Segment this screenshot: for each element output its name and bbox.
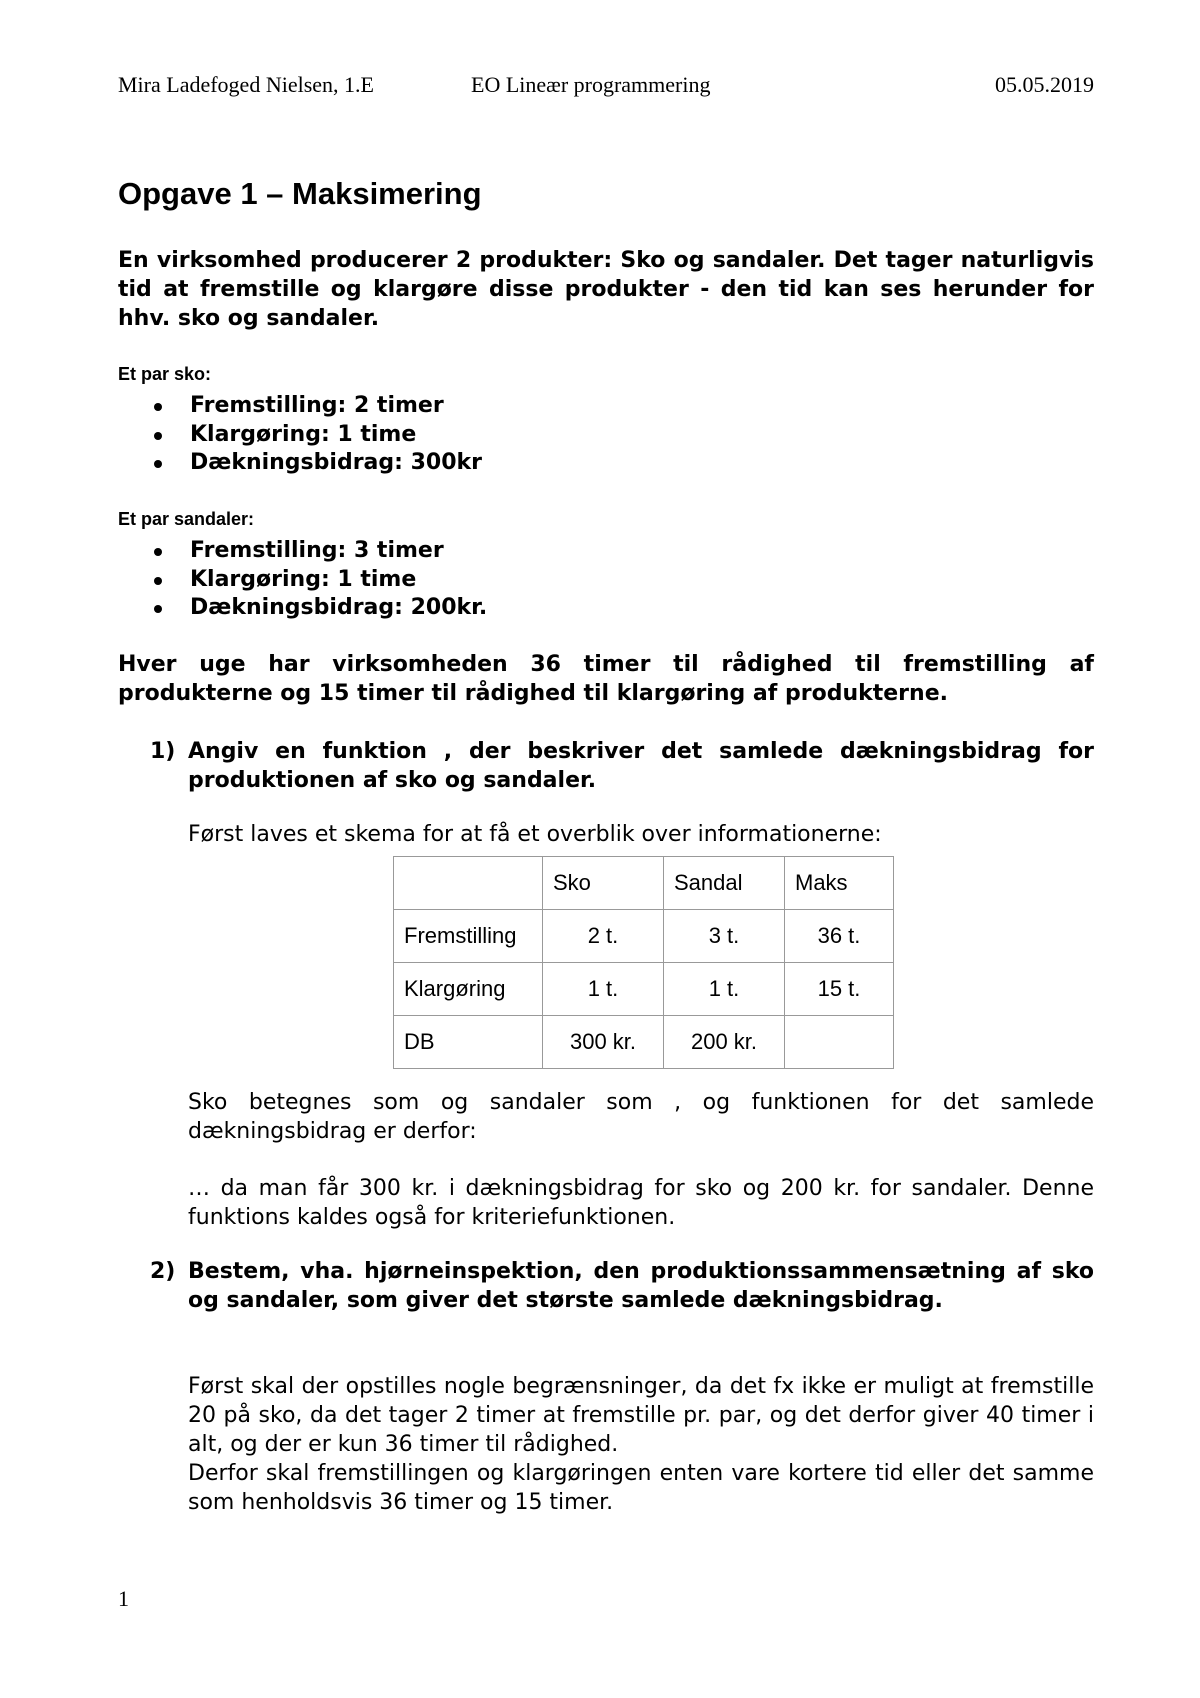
question-text: Angiv en funktion , der beskriver det samlede dækningsbidrag for produktionen af sko og sandaler. xyxy=(188,739,1094,793)
table-cell: 200 kr. xyxy=(664,1016,785,1069)
header-date: 05.05.2019 xyxy=(995,72,1094,97)
table-row xyxy=(394,963,894,1016)
list-item: Fremstilling: 3 timer xyxy=(150,537,487,566)
sandals-list xyxy=(150,537,487,623)
table-cell xyxy=(785,1016,894,1069)
list-item: Dækningsbidrag: 200kr. xyxy=(150,594,487,623)
sandals-heading: Et par sandaler: xyxy=(118,509,255,529)
constraints-paragraph-2: Derfor skal fremstillingen og klargøringen enten vare kortere tid eller det samme som henholdsvis 36 timer og 15 timer. xyxy=(188,1461,1094,1515)
shoes-heading: Et par sko: xyxy=(118,364,212,384)
question-text: Bestem, vha. hjørneinspektion, den produktionssammensætning af sko og sandaler, som giver det største samlede dækningsbidrag. xyxy=(188,1259,1094,1313)
table-header-cell: Sko xyxy=(543,857,664,910)
table-cell: 300 kr. xyxy=(543,1016,664,1069)
table-cell: 15 t. xyxy=(785,963,894,1016)
header-subject: EO Lineær programmering xyxy=(471,72,711,97)
table-header-row xyxy=(394,857,894,910)
page-header xyxy=(118,72,1094,102)
intro-paragraph: En virksomhed producerer 2 produkter: Sko og sandaler. Det tager naturligvis tid at fremstille og klargøre disse produkter - den tid kan ses herunder for hhv. sko og sandaler. xyxy=(118,248,1094,331)
table-cell: 2 t. xyxy=(543,910,664,963)
page-number: 1 xyxy=(118,1586,129,1611)
table-row xyxy=(394,910,894,963)
table-cell xyxy=(394,857,543,910)
constraints-paragraph: Først skal der opstilles nogle begrænsninger, da det fx ikke er muligt at fremstille 20 på sko, da det tager 2 timer at fremstille pr. par, og det derfor giver 40 timer i alt, og der er kun 36 timer til rådighed. xyxy=(188,1374,1094,1457)
table-cell: Fremstilling xyxy=(394,910,543,963)
table-header-cell: Sandal xyxy=(664,857,785,910)
list-item: Klargøring: 1 time xyxy=(150,566,487,595)
explanation-paragraph: … da man får 300 kr. i dækningsbidrag for sko og 200 kr. for sandaler. Denne funktions kaldes også for kriteriefunktionen. xyxy=(188,1176,1094,1230)
question-2 xyxy=(150,1257,1094,1315)
list-item: Fremstilling: 2 timer xyxy=(150,392,482,421)
list-item: Dækningsbidrag: 300kr xyxy=(150,449,482,478)
table-cell: Klargøring xyxy=(394,963,543,1016)
table-cell: 1 t. xyxy=(543,963,664,1016)
question-number: 1) xyxy=(150,739,176,764)
variables-paragraph: Sko betegnes som og sandaler som , og funktionen for det samlede dækningsbidrag er derfor: xyxy=(188,1090,1094,1144)
table-cell: 1 t. xyxy=(664,963,785,1016)
info-table xyxy=(393,856,894,1069)
capacity-paragraph: Hver uge har virksomheden 36 timer til rådighed til fremstilling af produkterne og 15 timer til rådighed til klargøring af produkterne. xyxy=(118,652,1094,706)
page-title: Opgave 1 – Maksimering xyxy=(118,176,482,211)
table-cell: 3 t. xyxy=(664,910,785,963)
table-cell: DB xyxy=(394,1016,543,1069)
table-cell: 36 t. xyxy=(785,910,894,963)
question-number: 2) xyxy=(150,1259,176,1284)
list-item: Klargøring: 1 time xyxy=(150,421,482,450)
shoes-list xyxy=(150,392,482,478)
question-1 xyxy=(150,737,1094,795)
header-author: Mira Ladefoged Nielsen, 1.E xyxy=(118,72,374,97)
table-header-cell: Maks xyxy=(785,857,894,910)
table-row xyxy=(394,1016,894,1069)
table-lead-text: Først laves et skema for at få et overblik over informationerne: xyxy=(188,822,882,847)
